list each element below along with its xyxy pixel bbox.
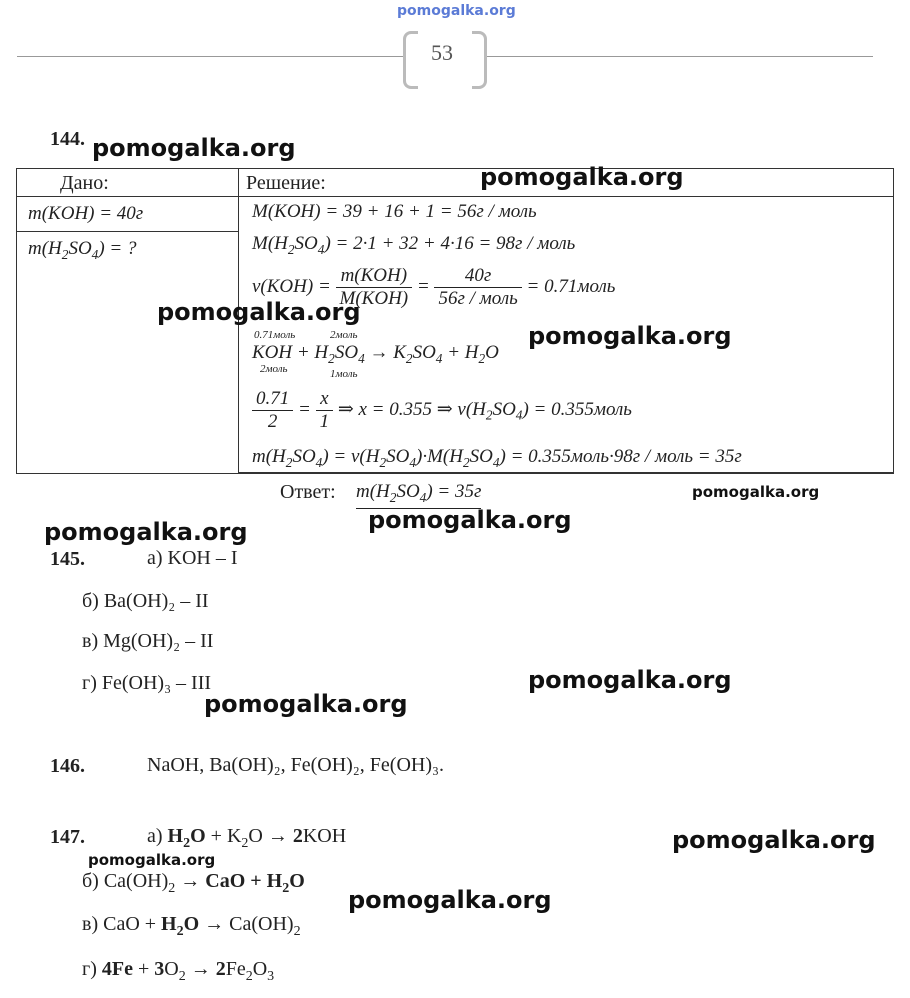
answer-value: $m(H_2SO_4) = 35г$ bbox=[356, 481, 481, 509]
problem-145-number: 145. bbox=[50, 548, 85, 570]
solution-line-1: M(KOH) = 39 + 16 + 1 = 56г / моль bbox=[252, 201, 537, 222]
watermark: pomogalka.org bbox=[92, 134, 296, 162]
watermark: pomogalka.org bbox=[528, 322, 732, 350]
problem-146-number: 146. bbox=[50, 755, 85, 777]
table-bottom bbox=[239, 472, 894, 473]
problem-146-text: NaOH, Ba(OH)₂, Fe(OH)₂, Fe(OH)₃. bbox=[147, 754, 444, 776]
top-watermark: pomogalka.org bbox=[397, 3, 516, 19]
page-bracket-right bbox=[472, 31, 487, 89]
watermark: pomogalka.org bbox=[368, 506, 572, 534]
page-bracket-left bbox=[403, 31, 418, 89]
watermark: pomogalka.org bbox=[528, 666, 732, 694]
problem-147-item-d: г) $4Fe + 3O_2 \to 2Fe_2O_3$ bbox=[82, 958, 275, 984]
problem-144-number: 144. bbox=[50, 128, 85, 150]
mol-note-3: 2моль bbox=[260, 363, 288, 375]
problem-147-number: 147. bbox=[50, 826, 85, 848]
watermark: pomogalka.org bbox=[480, 163, 684, 191]
problem-145-item-a: а) KOH – I bbox=[147, 547, 238, 569]
mol-note-2: 2моль bbox=[330, 329, 358, 341]
problem-145-item-c: в) Mg(OH)₂ – II bbox=[82, 630, 214, 652]
table-header-rule bbox=[16, 196, 894, 197]
header-rule-right bbox=[487, 56, 873, 57]
watermark: pomogalka.org bbox=[44, 518, 248, 546]
header-rule-left bbox=[17, 56, 403, 57]
problem-145-item-b: б) Ba(OH)₂ – II bbox=[82, 590, 209, 612]
solution-header: Решение: bbox=[246, 172, 326, 194]
answer-label: Ответ: bbox=[280, 481, 336, 503]
mol-note-4: 1моль bbox=[330, 368, 358, 380]
given-mass-koh: m(KOH) = 40г bbox=[28, 203, 144, 224]
problem-147-item-c: в) CaO + $H_2O \to Ca(OH)_2$ bbox=[82, 913, 301, 939]
given-mass-h2so4: $m(H_2SO_4)$ = ? bbox=[28, 238, 137, 262]
problem-145-item-d: г) Fe(OH)₃ – III bbox=[82, 672, 212, 694]
solution-line-3: ν(KOH) = $\frac{\text{m(KOH)}}{\text{M(KOH)}}$ = $\frac{40г}{\text{56г / моль}}$ = 0.71моль bbox=[252, 265, 616, 309]
problem-147-item-a: а) $H_2O + K_2O \to 2KOH$ bbox=[147, 825, 347, 851]
watermark: pomogalka.org bbox=[157, 298, 361, 326]
problem-147-item-b: б) $Ca(OH)_2$ → CaO + $H_2O$ bbox=[82, 870, 305, 896]
given-divider bbox=[16, 231, 238, 232]
watermark: pomogalka.org bbox=[692, 483, 820, 501]
given-header: Дано: bbox=[60, 172, 109, 194]
page-number: 53 bbox=[431, 40, 453, 65]
watermark: pomogalka.org bbox=[204, 690, 408, 718]
solution-line-2: $M(H_2SO_4) = 2\cdot 1 + 32 + 4\cdot 16 = 98г$ / моль bbox=[252, 233, 576, 257]
watermark: pomogalka.org bbox=[348, 886, 552, 914]
solution-line-6: $m(H_2SO_4) = \nu(H_2SO_4)\cdot M(H_2SO_4)$ = 0.355моль·98г / моль = 35г bbox=[252, 446, 742, 470]
mol-note-1: 0.71моль bbox=[254, 329, 296, 341]
solution-line-5: $\frac{0.71}{2}$ = $\frac{x}{1}$ ⇒ x = 0.355 ⇒ $\nu(H_2SO_4)$ = 0.355моль bbox=[252, 388, 632, 433]
watermark: pomogalka.org bbox=[88, 851, 216, 869]
watermark: pomogalka.org bbox=[672, 826, 876, 854]
solution-reaction: KOH + $H_2SO_4 \to K_2SO_4 + H_2O$ bbox=[252, 342, 499, 366]
